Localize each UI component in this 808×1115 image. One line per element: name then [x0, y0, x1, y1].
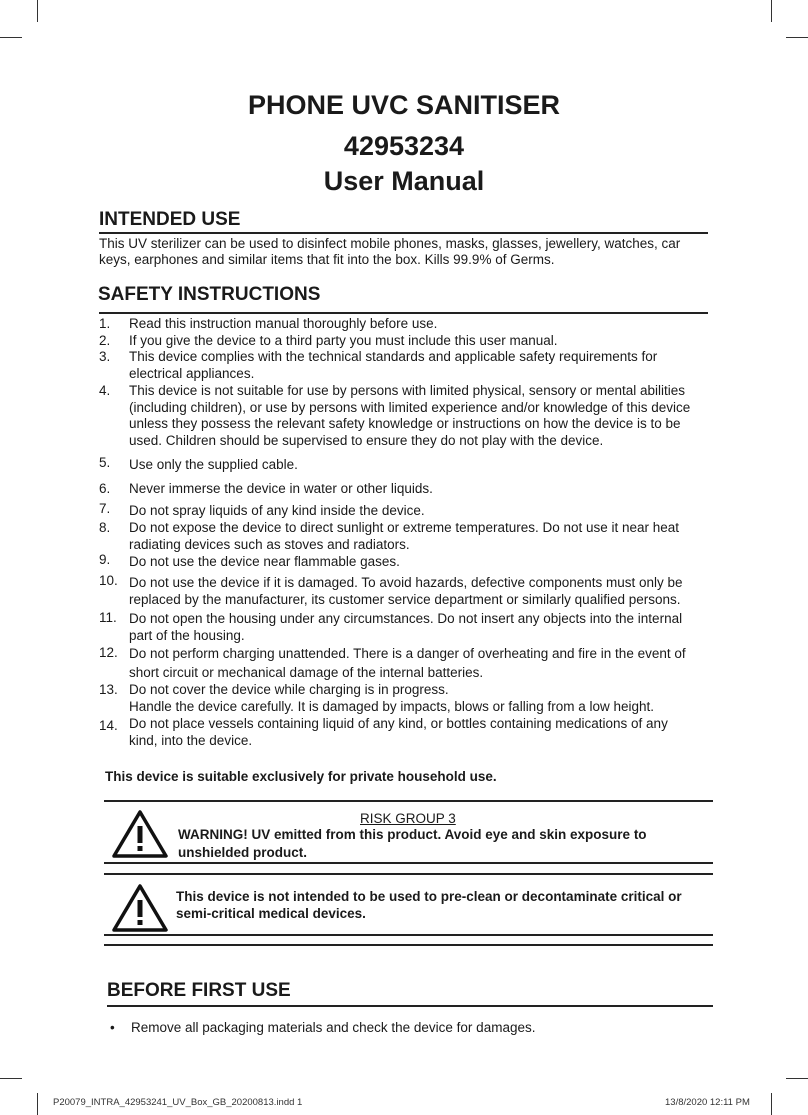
item-text: Do not place vessels containing liquid of any kind, or bottles containing medications of any: [129, 716, 668, 731]
item-text: Do not perform charging unattended. There is a danger of overheating and fire in the event of: [129, 646, 686, 661]
safety-heading: SAFETY INSTRUCTIONS: [98, 284, 321, 305]
crop-mark-bottom-right-h: [786, 1078, 808, 1079]
item-text: If you give the device to a third party you must include this user manual.: [129, 333, 558, 348]
item-text: replaced by the manufacturer, its customer service department or similarly qualified persons.: [129, 592, 681, 607]
item-text: electrical appliances.: [129, 366, 255, 381]
item-number: 6.: [99, 481, 111, 496]
before-first-use-heading: BEFORE FIRST USE: [107, 980, 291, 1001]
warning-triangle-icon: [111, 883, 169, 933]
item-number: 14.: [99, 718, 118, 733]
item-text: Use only the supplied cable.: [129, 457, 298, 472]
item-number: 3.: [99, 349, 111, 364]
warning1-top-rule: [104, 800, 713, 802]
item-text: part of the housing.: [129, 628, 245, 643]
item-text: Never immerse the device in water or other liquids.: [129, 481, 433, 496]
footer-datetime: 13/8/2020 12:11 PM: [665, 1097, 750, 1108]
item-text: Handle the device carefully. It is damaged by impacts, blows or falling from a low height.: [129, 699, 655, 714]
item-text: Do not use the device near flammable gases.: [129, 554, 400, 569]
item-number: 8.: [99, 520, 111, 535]
warning2-bottom-rule: [104, 934, 713, 936]
item-text: This device complies with the technical standards and applicable safety requirements for: [129, 349, 658, 364]
product-number: 42953234: [343, 131, 465, 161]
intended-use-text-line1: This UV sterilizer can be used to disinfect mobile phones, masks, glasses, jewellery, watches, car: [99, 236, 681, 251]
bullet-marker: •: [110, 1020, 115, 1035]
item-text: short circuit or mechanical damage of the internal batteries.: [129, 665, 484, 680]
medical-warning-line2: semi-critical medical devices.: [176, 906, 366, 921]
warning2-top-rule: [104, 873, 713, 875]
item-number: 13.: [99, 682, 118, 697]
item-number: 11.: [99, 610, 117, 625]
item-text: kind, into the device.: [129, 733, 253, 748]
footer-filename: P20079_INTRA_42953241_UV_Box_GB_20200813.indd 1: [53, 1097, 303, 1108]
item-number: 9.: [99, 552, 111, 567]
item-text: (including children), or use by persons with limited experience and/or knowledge of this device: [129, 400, 691, 415]
item-text: used. Children should be supervised to ensure they do not play with the device.: [129, 433, 604, 448]
crop-mark-top-left-v: [37, 0, 38, 22]
document-title: PHONE UVC SANITISER: [247, 90, 561, 120]
uv-warning-line1: WARNING! UV emitted from this product. Avoid eye and skin exposure to: [178, 827, 647, 842]
item-number: 1.: [99, 316, 111, 331]
uv-warning-line2: unshielded product.: [178, 845, 308, 860]
item-text: radiating devices such as stoves and radiators.: [129, 537, 410, 552]
crop-mark-top-right-h: [786, 37, 808, 38]
item-text: Read this instruction manual thoroughly before use.: [129, 316, 438, 331]
item-number: 7.: [99, 501, 111, 516]
item-number: 2.: [99, 333, 111, 348]
item-text: Do not expose the device to direct sunlight or extreme temperatures. Do not use it near heat: [129, 520, 680, 535]
warning-triangle-icon: [111, 809, 169, 859]
document-subtitle: User Manual: [323, 166, 485, 196]
crop-mark-bottom-right-v: [771, 1093, 772, 1115]
intended-use-text-line2: keys, earphones and similar items that fit into the box. Kills 99.9% of Germs.: [99, 252, 555, 267]
before-first-use-item: Remove all packaging materials and check the device for damages.: [131, 1020, 536, 1035]
medical-warning-line1: This device is not intended to be used to pre-clean or decontaminate critical or: [176, 889, 682, 904]
before-first-use-rule: [107, 1005, 713, 1007]
item-text: Do not spray liquids of any kind inside the device.: [129, 503, 425, 518]
item-text: Do not cover the device while charging is in progress.: [129, 682, 449, 697]
household-use-note: This device is suitable exclusively for private household use.: [105, 769, 497, 784]
crop-mark-top-left-h: [0, 37, 22, 38]
crop-mark-bottom-left-h: [0, 1078, 22, 1079]
item-number: 5.: [99, 455, 111, 470]
item-text: This device is not suitable for use by persons with limited physical, sensory or mental abilities: [129, 383, 685, 398]
item-number: 4.: [99, 383, 111, 398]
intended-use-rule: [99, 232, 708, 234]
item-number: 10.: [99, 573, 118, 588]
item-text: unless they possess the relevant safety knowledge or instructions on how the device is to be: [129, 416, 681, 431]
warning2-bottom-rule-2: [104, 944, 713, 946]
intended-use-heading: INTENDED USE: [99, 209, 241, 230]
risk-group-label: RISK GROUP 3: [360, 811, 456, 826]
item-text: Do not use the device if it is damaged. To avoid hazards, defective components must only be: [129, 575, 683, 590]
item-text: Do not open the housing under any circumstances. Do not insert any objects into the internal: [129, 611, 683, 626]
warning1-bottom-rule: [104, 862, 713, 864]
crop-mark-top-right-v: [771, 0, 772, 22]
safety-rule: [99, 312, 708, 314]
crop-mark-bottom-left-v: [37, 1093, 38, 1115]
item-number: 12.: [99, 645, 118, 660]
